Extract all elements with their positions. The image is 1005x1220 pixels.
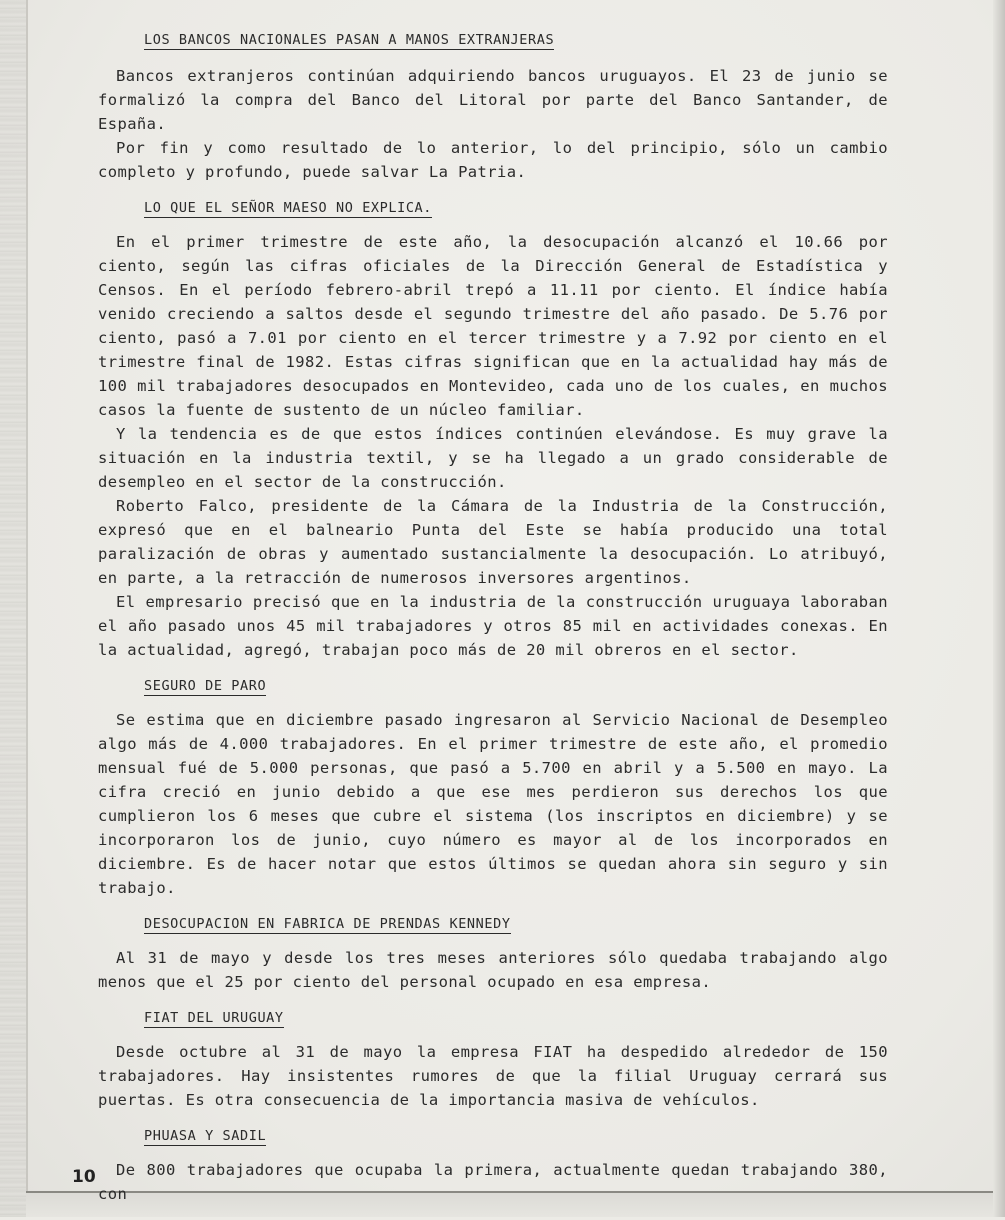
section-title: LO QUE EL SEÑOR MAESO NO EXPLICA. (144, 200, 433, 216)
paragraph: Al 31 de mayo y desde los tres meses anteriores sólo quedaba trabajando algo menos que el 25 por ciento del personal ocupado en esa empresa. (98, 949, 888, 991)
section-kennedy (98, 914, 888, 994)
paragraph: Y la tendencia es de que estos índices continúen elevándose. Es muy grave la situación en la industria textil, y se ha llegado a un grado considerable de desempleo en el sector de la construcción. (98, 425, 888, 491)
paragraph: Desde octubre al 31 de mayo la empresa FIAT ha despedido alrededor de 150 trabajadores. Hay insistentes rumores de que la filial Uruguay cerrará sus puertas. Es otra consecuencia de la importancia masiva de vehículos. (98, 1043, 888, 1109)
paragraph: En el primer trimestre de este año, la desocupación alcanzó el 10.66 por ciento, según las cifras oficiales de la Dirección General de Estadística y Censos. En el período febrero-abril trepó a 11.11 por ciento. El índice había venido creciendo a saltos desde el segundo trimestre del año pasado. De 5.76 por ciento, pasó a 7.01 por ciento en el tercer trimestre y a 7.92 por ciento en el trimestre final de 1982. Estas cifras significan que en la actualidad hay más de 100 mil trabajadores desocupados en Montevideo, cada uno de los cuales, en muchos casos la fuente de sustento de un núcleo familiar. (98, 233, 888, 419)
page-right-edge (993, 0, 1005, 1217)
section-title: LOS BANCOS NACIONALES PASAN A MANOS EXTRANJERAS (144, 32, 555, 48)
page-left-edge (0, 0, 26, 1217)
section-title: FIAT DEL URUGUAY (144, 1010, 284, 1026)
page-number: 10 (72, 1167, 96, 1187)
section-title: DESOCUPACION EN FABRICA DE PRENDAS KENNEDY (144, 916, 511, 932)
section-maeso (98, 198, 888, 662)
section-phuasa-sadil (98, 1126, 888, 1206)
section-bancos (98, 30, 888, 184)
page-left-fold-line (26, 0, 28, 1217)
paragraph: Bancos extranjeros continúan adquiriendo bancos uruguayos. El 23 de junio se formalizó la compra del Banco del Litoral por parte del Banco Santander, de España. (98, 67, 888, 133)
paragraph: El empresario precisó que en la industria de la construcción uruguaya laboraban el año pasado unos 45 mil trabajadores y otros 85 mil en actividades conexas. En la actualidad, agregó, trabajan poco más de 20 mil obreros en el sector. (98, 593, 888, 659)
document-body (98, 30, 888, 1220)
section-title: SEGURO DE PARO (144, 678, 267, 694)
section-seguro-de-paro (98, 676, 888, 900)
paragraph: Por fin y como resultado de lo anterior, lo del principio, sólo un cambio completo y profundo, puede salvar La Patria. (98, 139, 888, 181)
section-fiat (98, 1008, 888, 1112)
paragraph: Se estima que en diciembre pasado ingresaron al Servicio Nacional de Desempleo algo más de 4.000 trabajadores. En el primer trimestre de este año, el promedio mensual fué de 5.000 personas, que pasó a 5.700 en abril y a 5.500 en mayo. La cifra creció en junio debido a que ese mes perdieron sus derechos los que cumplieron los 6 meses que cubre el sistema (los inscriptos en diciembre) y se incorporaron los de junio, cuyo número es mayor al de los incorporados en diciembre. Es de hacer notar que estos últimos se quedan ahora sin seguro y sin trabajo. (98, 711, 888, 897)
paragraph: Roberto Falco, presidente de la Cámara de la Industria de la Construcción, expresó que en el balneario Punta del Este se había producido una total paralización de obras y aumentado sustancialmente la desocupación. Lo atribuyó, en parte, a la retracción de numerosos inversores argentinos. (98, 497, 888, 587)
paragraph: De 800 trabajadores que ocupaba la primera, actualmente quedan trabajando 380, con (98, 1161, 888, 1203)
section-title: PHUASA Y SADIL (144, 1128, 267, 1144)
